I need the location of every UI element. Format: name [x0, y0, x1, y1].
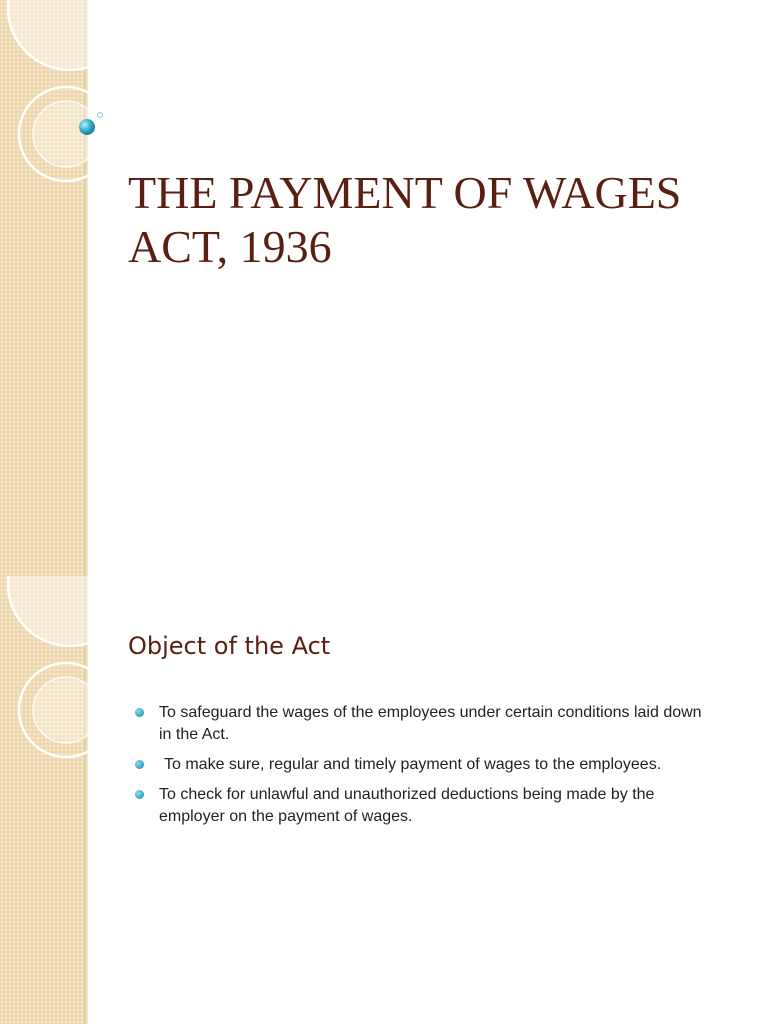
list-item — [128, 702, 718, 746]
decorative-rings-icon — [0, 576, 100, 776]
bullet-text: To make sure, regular and timely payment of wages to the employees. — [164, 756, 662, 773]
slide-title: THE PAYMENT OF WAGES ACT, 1936 — [128, 167, 682, 272]
bullet-dot-icon — [135, 790, 144, 799]
bullet-text: To safeguard the wages of the employees under certain conditions laid down in the Act. — [159, 704, 702, 743]
blue-orb-icon — [79, 119, 95, 135]
list-item — [128, 754, 718, 776]
content-slide — [0, 576, 768, 1024]
bullet-list — [128, 702, 718, 836]
bullet-text: To check for unlawful and unauthorized deductions being made by the employer on the payment of wages. — [159, 786, 655, 825]
decorative-rings-icon — [0, 0, 120, 200]
bullet-dot-icon — [135, 708, 144, 717]
list-item — [128, 784, 718, 828]
small-orb-icon — [98, 113, 103, 118]
bullet-dot-icon — [135, 760, 144, 769]
section-heading: Object of the Act — [128, 632, 331, 660]
